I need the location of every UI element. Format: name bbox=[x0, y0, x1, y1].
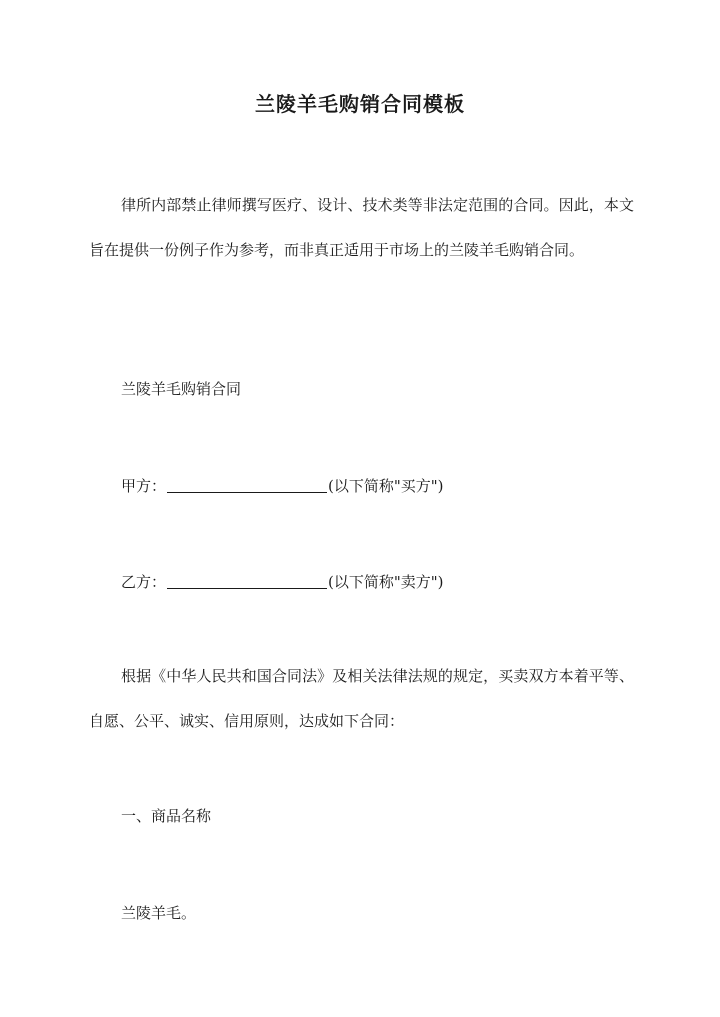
party-b-line bbox=[121, 571, 444, 593]
section1-body: 兰陵羊毛。 bbox=[121, 904, 197, 922]
party-a-blank bbox=[167, 478, 327, 493]
party-b-label: 乙方： bbox=[121, 573, 167, 591]
party-b-suffix: (以下简称"卖方") bbox=[328, 573, 444, 591]
party-a-suffix: (以下简称"买方") bbox=[328, 477, 444, 495]
party-a-line bbox=[121, 475, 444, 497]
intro-paragraph: 律所内部禁止律师撰写医疗、设计、技术类等非法定范围的合同。因此，本文旨在提供一份例子作为参考，而非真正适用于市场上的兰陵羊毛购销合同。 bbox=[89, 196, 634, 259]
party-a-label: 甲方： bbox=[121, 477, 167, 495]
document-title: 兰陵羊毛购销合同模板 bbox=[255, 92, 465, 116]
section1-heading: 一、商品名称 bbox=[121, 807, 212, 825]
basis-paragraph: 根据《中华人民共和国合同法》及相关法律法规的规定，买卖双方本着平等、自愿、公平、诚实、信用原则，达成如下合同： bbox=[89, 667, 634, 730]
contract-heading: 兰陵羊毛购销合同 bbox=[121, 380, 242, 398]
party-b-blank bbox=[167, 574, 327, 589]
